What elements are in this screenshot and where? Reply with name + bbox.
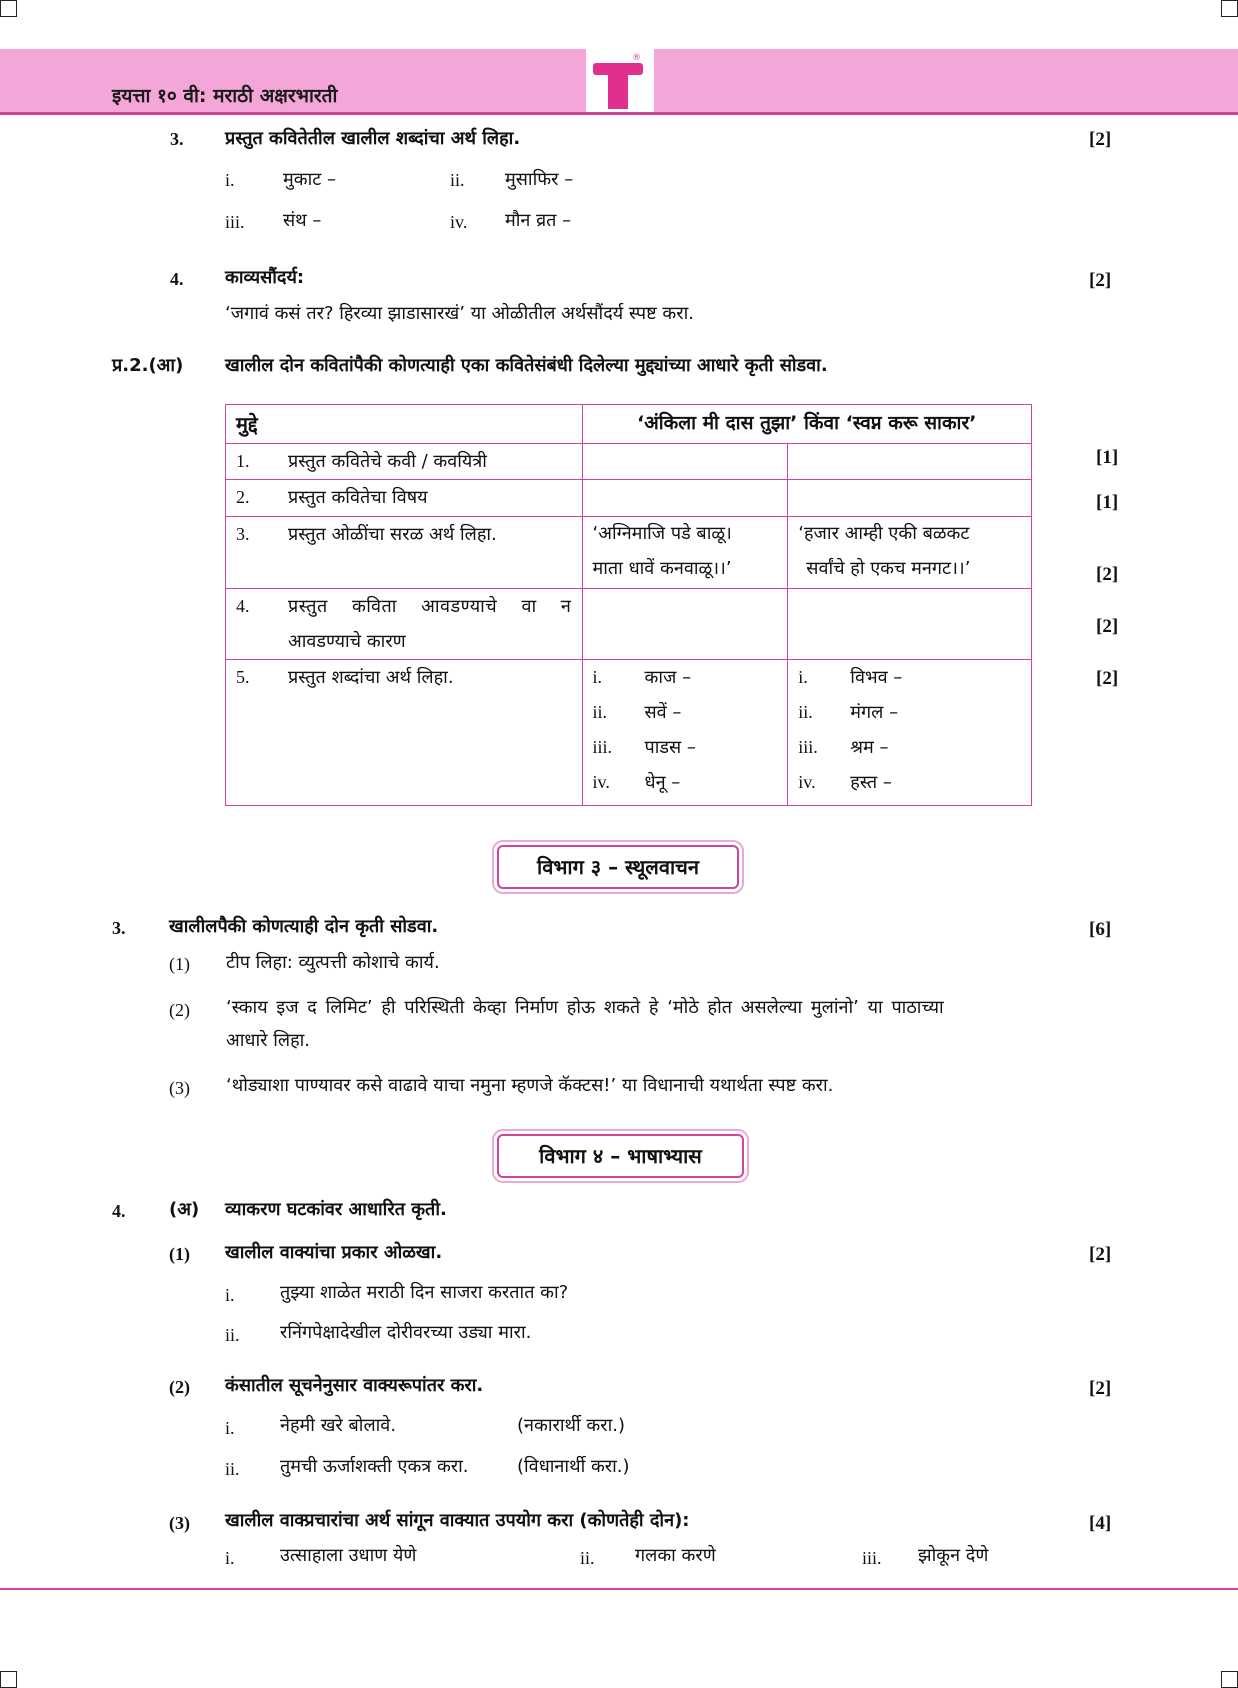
item-number: i. (225, 1285, 235, 1305)
question-number: 3. (112, 918, 126, 938)
item-word: मौन व्रत – (505, 210, 572, 231)
item-number: i. (225, 1418, 235, 1438)
question-sub-number: (अ) (169, 1199, 200, 1220)
item-number: i. (225, 1548, 235, 1568)
question-text: खालीलपैकी कोणत्याही दोन कृती सोडवा. (169, 916, 439, 937)
item-text: गलका करणे (635, 1545, 716, 1566)
marks: [2] (1096, 564, 1119, 585)
table-row: 5. प्रस्तुत शब्दांचा अर्थ लिहा. i. काज – ii. सवें – iii. पाडस – iv. धेनू – i. विभव – ii. मंगल – iii. श्रम – iv. हस्त – (226, 659, 1032, 805)
section-heading: विभाग ३ – स्थूलवाचन (497, 845, 739, 889)
question-number: प्र.2.(आ) (112, 355, 184, 376)
item-number: (1) (169, 954, 190, 974)
item-text: तुझ्या शाळेत मराठी दिन साजरा करतात का? (280, 1282, 569, 1303)
table-row: 1. प्रस्तुत कवितेचे कवी / कवयित्री (226, 444, 1032, 480)
item-number: ii. (225, 1459, 240, 1479)
question-text: काव्यसौंदर्य: (225, 267, 305, 288)
question-subtext: ‘जगावं कसं तर? हिरव्या झाडासारखं’ या ओळीतील अर्थसौंदर्य स्पष्ट करा. (225, 303, 694, 324)
marks: [2] (1089, 129, 1112, 150)
item-text: तुमची ऊर्जाशक्ती एकत्र करा. (280, 1456, 469, 1477)
question-text: खालील दोन कवितांपैकी कोणत्याही एका कवितेसंबंधी दिलेल्या मुद्द्यांच्या आधारे कृती सोडवा. (225, 355, 828, 376)
item-number: ii. (450, 170, 465, 190)
poem-questions-table (225, 404, 1032, 806)
marks: [2] (1089, 270, 1112, 291)
item-number: (2) (169, 1000, 190, 1020)
item-number: iii. (225, 212, 245, 232)
item-word: मुसाफिर – (505, 169, 574, 190)
question-number: 4. (112, 1201, 126, 1221)
question-part-number: (3) (169, 1513, 190, 1533)
marks: [6] (1089, 919, 1112, 940)
question-number: 3. (170, 129, 184, 149)
publisher-logo-icon: ® (586, 49, 654, 112)
question-number: 4. (170, 269, 184, 289)
item-word: संथ – (283, 210, 322, 231)
item-number: (3) (169, 1078, 190, 1098)
item-number: ii. (225, 1325, 240, 1345)
question-text: खालील वाक्प्रचारांचा अर्थ सांगून वाक्यात उपयोग करा (कोणतेही दोन): (225, 1510, 690, 1531)
table-row: 4. प्रस्तुत कविता आवडण्याचे वा न आवडण्याचे कारण (226, 589, 1032, 659)
crop-mark-bottom-right (1221, 1671, 1238, 1688)
item-number: ii. (580, 1548, 595, 1568)
section-heading: विभाग ४ – भाषाभ्यास (497, 1134, 744, 1178)
item-number: iv. (450, 212, 468, 232)
item-text: उत्साहाला उधाण येणे (280, 1545, 417, 1566)
item-text: आधारे लिहा. (226, 1030, 311, 1051)
crop-mark-top-left (0, 0, 17, 17)
item-text: रनिंगपेक्षादेखील दोरीवरच्या उड्या मारा. (280, 1322, 532, 1343)
marks: [1] (1096, 447, 1119, 468)
table-row: 3. प्रस्तुत ओळींचा सरळ अर्थ लिहा. ‘अग्निमाजि पडे बाळू। माता धावें कनवाळू।।’ ‘हजार आम्ही एकी बळकट सर्वांचे हो एकच मनगट।।’ (226, 517, 1032, 589)
header-divider (0, 112, 1238, 115)
item-number: iii. (862, 1548, 882, 1568)
question-text: व्याकरण घटकांवर आधारित कृती. (225, 1199, 447, 1220)
question-part-number: (2) (169, 1377, 190, 1397)
item-text: ‘स्काय इज द लिमिट’ ही परिस्थिती केव्हा निर्माण होऊ शकते हे ‘मोठे होत असलेल्या मुलांनो’ या पाठाच्या (226, 997, 944, 1018)
marks: [4] (1089, 1513, 1112, 1534)
question-text: खालील वाक्यांचा प्रकार ओळखा. (225, 1242, 443, 1263)
marks: [2] (1096, 668, 1119, 689)
crop-mark-bottom-left (0, 1671, 17, 1688)
item-text: झोकून देणे (918, 1545, 989, 1566)
table-row: 2. प्रस्तुत कवितेचा विषय (226, 480, 1032, 517)
footer-divider (0, 1588, 1238, 1590)
question-text: कंसातील सूचनेनुसार वाक्यरूपांतर करा. (225, 1375, 484, 1396)
item-text: टीप लिहा: व्युत्पत्ती कोशाचे कार्य. (226, 952, 440, 973)
item-text: नेहमी खरे बोलावे. (280, 1415, 397, 1436)
marks: [1] (1096, 492, 1119, 513)
item-word: मुकाट – (283, 169, 337, 190)
table-header-cell: ‘अंकिला मी दास तुझा’ किंवा ‘स्वप्न करू साकार’ (582, 405, 1032, 444)
marks: [2] (1096, 616, 1119, 637)
question-text: प्रस्तुत कवितेतील खालील शब्दांचा अर्थ लिहा. (225, 128, 521, 149)
question-part-number: (1) (169, 1244, 190, 1264)
item-number: i. (225, 170, 235, 190)
marks: [2] (1089, 1244, 1112, 1265)
item-hint: (विधानार्थी करा.) (517, 1456, 630, 1477)
table-header-cell: मुद्दे (226, 405, 583, 444)
crop-mark-top-right (1221, 0, 1238, 17)
item-text: ‘थोड्याशा पाण्यावर कसे वाढावे याचा नमुना म्हणजे कॅक्टस!’ या विधानाची यथार्थता स्पष्ट करा. (226, 1075, 834, 1096)
marks: [2] (1089, 1378, 1112, 1399)
item-hint: (नकारार्थी करा.) (517, 1415, 625, 1436)
header-title: इयत्ता १० वी: मराठी अक्षरभारती (112, 85, 338, 107)
